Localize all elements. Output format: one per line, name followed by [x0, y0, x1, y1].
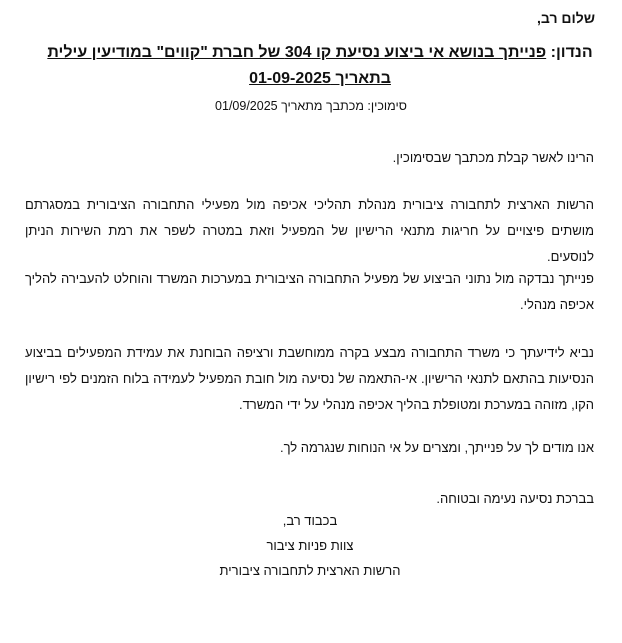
signature-closing: בכבוד רב,	[282, 513, 338, 528]
paragraph-enforcement: הרשות הארצית לתחבורה ציבורית מנהלת תהליכי אכיפה מול מפעילי התחבורה הציבורית במסגרתם מושתים פיצויים על חריגות מתנאי הרישיון של המפעיל וזאת במטרה לשפר את רמת השירות הניתן לנוסעים.	[25, 197, 594, 264]
signature-organization: הרשות הארצית לתחבורה ציבורית	[219, 563, 401, 578]
reference-line: סימוכין: מכתבך מתאריך 01/09/2025	[215, 99, 407, 113]
subject-line	[40, 40, 600, 92]
paragraph-acknowledgement: הרינו לאשר קבלת מכתבך שבסימוכין.	[392, 150, 594, 165]
signature-team: צוות פניות ציבור	[266, 538, 354, 553]
paragraph-monitoring: נביא לידיעתך כי משרד התחבורה מבצע בקרה ממוחשבת ורציפה הבוחנת את עמידת המפעילים בביצוע הנסיעות בהתאם לתנאי הרישיון. אי-התאמה של נסיעה מול חובת המפעיל לעמידה בלוח הזמנים לפי רישיון הקו, מזוהה במערכת ומטופלת בהליך אכיפה מנהלי על ידי המשרד.	[25, 345, 594, 412]
subject-label: הנדון:	[550, 44, 593, 61]
subject-text: פנייתך בנושא אי ביצוע נסיעת קו 304 של חברת "קווים" במודיעין עילית בתאריך 01-09-2025	[47, 44, 547, 87]
paragraph-thanks: אנו מודים לך על פנייתך, ומצרים על אי הנוחות שנגרמה לך.	[279, 440, 594, 455]
greeting: שלום רב,	[537, 10, 595, 26]
paragraph-wishes: בברכת נסיעה נעימה ובטוחה.	[436, 491, 594, 506]
paragraph-review: פנייתך נבדקה מול נתוני הביצוע של מפעיל התחבורה הציבורית במערכות המשרד והוחלט להעבירה להליך אכיפה מנהלי.	[25, 271, 594, 312]
